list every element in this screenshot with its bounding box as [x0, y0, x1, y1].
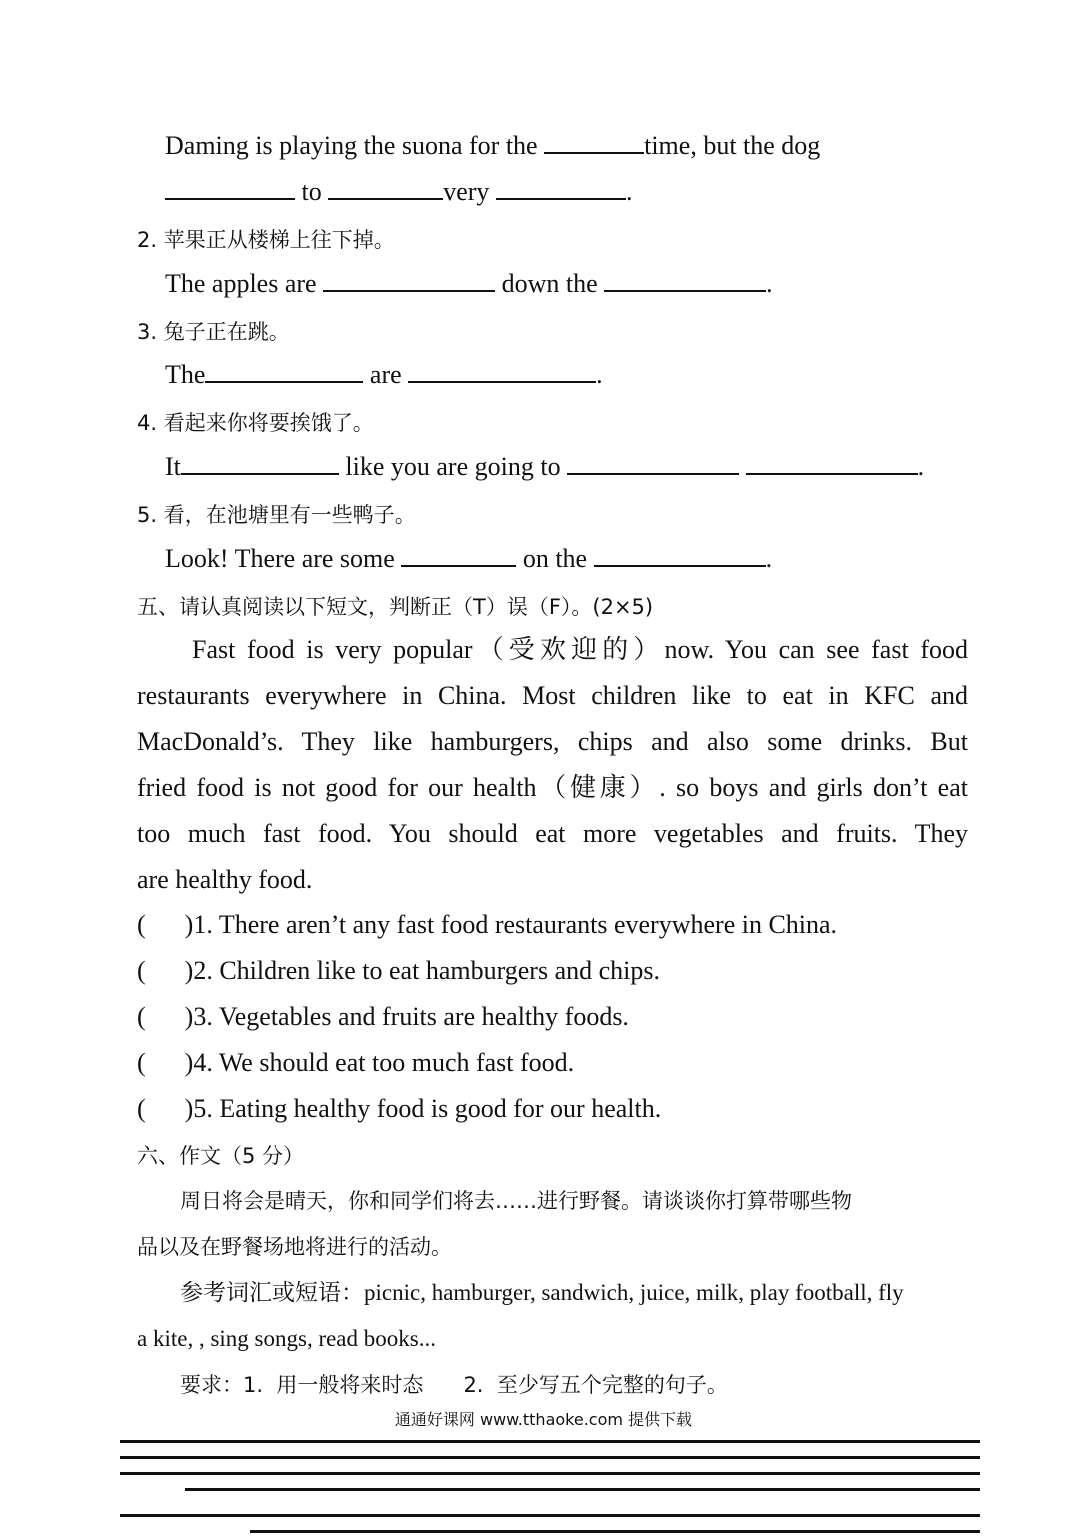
- sentence-2-chinese: 2. 苹果正从楼梯上往下掉。: [137, 228, 395, 252]
- answer-blank[interactable]: [746, 451, 918, 475]
- writing-rule[interactable]: [120, 1514, 980, 1517]
- sentence-1-text-b: time, but the dog: [644, 131, 821, 160]
- sentence-1-text-d: very: [443, 177, 490, 206]
- reading-passage-line: Fast food is very popular（受欢迎的）now. You can see fast food: [192, 635, 968, 664]
- sentence-4-chinese: 4. 看起来你将要挨饿了。: [137, 411, 374, 435]
- sentence-3-text-c: .: [596, 360, 603, 389]
- writing-rule[interactable]: [120, 1472, 980, 1475]
- true-false-question[interactable]: ( )4. We should eat too much fast food.: [137, 1048, 575, 1077]
- sentence-4-english: [165, 451, 924, 483]
- writing-section-heading: 六、作文（5 分）: [137, 1144, 305, 1168]
- answer-blank[interactable]: [567, 451, 739, 475]
- sentence-5-text-b: on the: [522, 544, 588, 573]
- answer-blank[interactable]: [205, 359, 363, 383]
- sentence-3-chinese: 3. 兔子正在跳。: [137, 320, 290, 344]
- reading-passage-line: restaurants everywhere in China. Most children like to eat in KFC and: [137, 681, 968, 710]
- writing-requirements: 要求：1. 用一般将来时态 2. 至少写五个完整的句子。: [180, 1373, 728, 1397]
- sentence-1-line-1: [165, 130, 968, 162]
- sentence-2-english: [165, 268, 773, 300]
- answer-blank[interactable]: [323, 268, 495, 292]
- sentence-2-text-c: .: [766, 269, 773, 298]
- answer-blank[interactable]: [408, 359, 596, 383]
- reading-passage-line: fried food is not good for our health（健康）. so boys and girls don’t eat: [137, 773, 968, 802]
- sentence-1-line-2: [165, 176, 632, 208]
- writing-rule[interactable]: [120, 1440, 980, 1443]
- answer-blank[interactable]: [165, 176, 295, 200]
- sentence-5-text-a: Look! There are some: [165, 544, 395, 573]
- answer-blank[interactable]: [604, 268, 766, 292]
- sentence-3-text-b: are: [369, 360, 402, 389]
- answer-blank[interactable]: [401, 543, 516, 567]
- sentence-1-text-e: .: [625, 177, 633, 206]
- writing-rule[interactable]: [185, 1488, 980, 1491]
- writing-prompt-line: 品以及在野餐场地将进行的活动。: [137, 1235, 452, 1259]
- true-false-question[interactable]: ( )2. Children like to eat hamburgers and chips.: [137, 956, 661, 985]
- vocabulary-hint-line: a kite, , sing songs, read books...: [137, 1326, 436, 1351]
- writing-rule[interactable]: [120, 1456, 980, 1459]
- reading-passage-line: too much fast food. You should eat more vegetables and fruits. They: [137, 819, 968, 848]
- sentence-5-english: [165, 543, 772, 575]
- footer-caption: 通通好课网 www.tthaoke.com 提供下载: [394, 1410, 693, 1429]
- writing-rule[interactable]: [250, 1530, 980, 1533]
- answer-blank[interactable]: [181, 451, 339, 475]
- reading-passage-line: MacDonald’s. They like hamburgers, chips and also some drinks. But: [137, 727, 968, 756]
- reading-passage-line: are healthy food.: [137, 865, 313, 894]
- sentence-2-text-a: The apples are: [165, 269, 317, 298]
- vocabulary-hint-line: 参考词汇或短语：picnic, hamburger, sandwich, juice, milk, play football, fly: [180, 1280, 904, 1305]
- answer-blank[interactable]: [594, 543, 766, 567]
- answer-blank[interactable]: [496, 176, 626, 200]
- sentence-4-text-c: .: [917, 452, 925, 481]
- true-false-question[interactable]: ( )1. There aren’t any fast food restaurants everywhere in China.: [137, 910, 838, 939]
- sentence-5-chinese: 5. 看，在池塘里有一些鸭子。: [137, 503, 416, 527]
- sentence-1-text-a: Daming is playing the suona for the: [165, 131, 538, 160]
- true-false-question[interactable]: ( )5. Eating healthy food is good for our health.: [137, 1094, 662, 1123]
- sentence-4-text-a: It: [165, 452, 181, 481]
- sentence-3-text-a: The: [165, 360, 206, 389]
- sentence-2-text-b: down the: [501, 269, 598, 298]
- sentence-5-text-c: .: [765, 544, 773, 573]
- answer-blank[interactable]: [544, 130, 644, 154]
- sentence-3-english: [165, 359, 603, 391]
- reading-section-heading: 五、请认真阅读以下短文，判断正（T）误（F）。(2×5): [137, 595, 654, 619]
- answer-blank[interactable]: [328, 176, 443, 200]
- writing-prompt-line: 周日将会是晴天，你和同学们将去……进行野餐。请谈谈你打算带哪些物: [180, 1189, 852, 1213]
- sentence-1-text-c: to: [301, 177, 322, 206]
- sentence-4-text-b: like you are going to: [345, 452, 561, 481]
- true-false-question[interactable]: ( )3. Vegetables and fruits are healthy foods.: [137, 1002, 629, 1031]
